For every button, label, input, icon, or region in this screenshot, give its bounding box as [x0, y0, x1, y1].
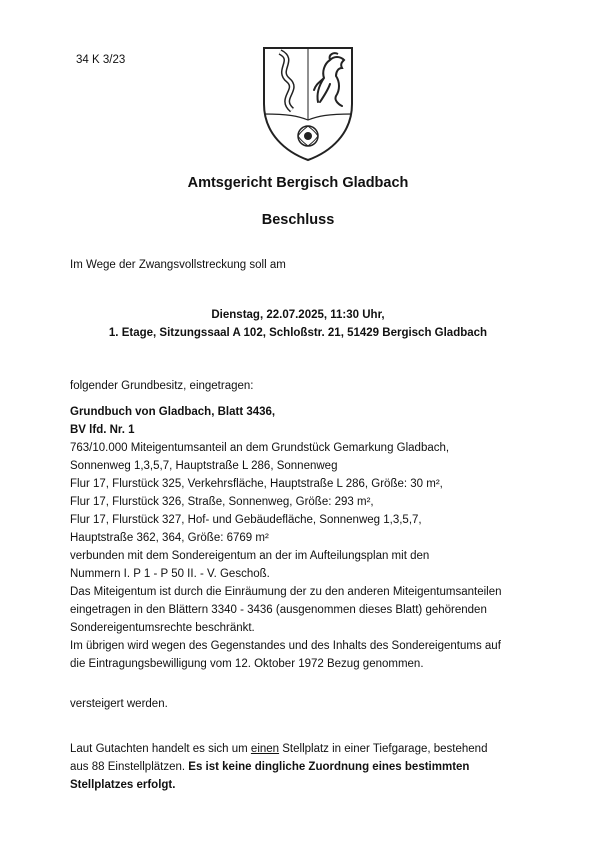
description-line: Hauptstraße 362, 364, Größe: 6769 m² — [70, 532, 269, 544]
description-line: Flur 17, Flurstück 327, Hof- und Gebäudefläche, Sonnenweg 1,3,5,7, — [70, 514, 422, 526]
description-line: Sondereigentumsrechte beschränkt. — [70, 622, 255, 634]
nrw-coat-of-arms-icon — [258, 44, 358, 162]
property-block — [70, 403, 550, 673]
appraisal-text: Laut Gutachten handelt es sich um — [70, 743, 251, 755]
bv-number: BV lfd. Nr. 1 — [70, 424, 135, 436]
property-intro: folgender Grundbesitz, eingetragen: — [70, 380, 254, 392]
description-line: Flur 17, Flurstück 326, Straße, Sonnenweg, Größe: 293 m², — [70, 496, 374, 508]
court-name: Amtsgericht Bergisch Gladbach — [187, 175, 409, 191]
appointment-date: Dienstag, 22.07.2025, 11:30 Uhr, — [211, 309, 385, 321]
description-line: Flur 17, Flurstück 325, Verkehrsfläche, Hauptstraße L 286, Größe: 30 m², — [70, 478, 443, 490]
appraisal-note — [70, 740, 550, 794]
appraisal-line-1 — [70, 740, 550, 758]
land-register-entry: Grundbuch von Gladbach, Blatt 3436, — [70, 406, 276, 418]
appraisal-text: aus 88 Einstellplätzen. — [70, 761, 189, 773]
description-line: verbunden mit dem Sondereigentum an der im Aufteilungsplan mit den — [70, 550, 430, 562]
intro-text: Im Wege der Zwangsvollstreckung soll am — [70, 259, 286, 271]
description-line: Im übrigen wird wegen des Gegenstandes und des Inhalts des Sondereigentums auf — [70, 640, 501, 652]
appraisal-line-2 — [70, 758, 550, 776]
description-line: 763/10.000 Miteigentumsanteil an dem Grundstück Gemarkung Gladbach, — [70, 442, 450, 454]
description-line: eingetragen in den Blättern 3340 - 3436 (ausgenommen dieses Blatt) gehörenden — [70, 604, 487, 616]
appraisal-bold-text: Stellplatzes erfolgt. — [70, 779, 176, 791]
appointment-location: 1. Etage, Sitzungssaal A 102, Schloßstr. 21, 51429 Bergisch Gladbach — [108, 327, 488, 339]
description-line: Nummern I. P 1 - P 50 II. - V. Geschoß. — [70, 568, 270, 580]
appraisal-text: Stellplatz in einer Tiefgarage, bestehend — [279, 743, 488, 755]
appraisal-bold-text: Es ist keine dingliche Zuordnung eines bestimmten — [188, 761, 470, 773]
document-title: Beschluss — [261, 212, 335, 228]
case-number: 34 K 3/23 — [76, 54, 126, 66]
auction-statement: versteigert werden. — [70, 698, 168, 710]
description-line: die Eintragungsbewilligung vom 12. Oktober 1972 Bezug genommen. — [70, 658, 424, 670]
description-line: Das Miteigentum ist durch die Einräumung der zu den anderen Miteigentumsanteilen — [70, 586, 502, 598]
appraisal-emphasis: einen — [250, 743, 280, 755]
appointment-block — [0, 306, 596, 342]
description-line: Sonnenweg 1,3,5,7, Hauptstraße L 286, Sonnenweg — [70, 460, 338, 472]
